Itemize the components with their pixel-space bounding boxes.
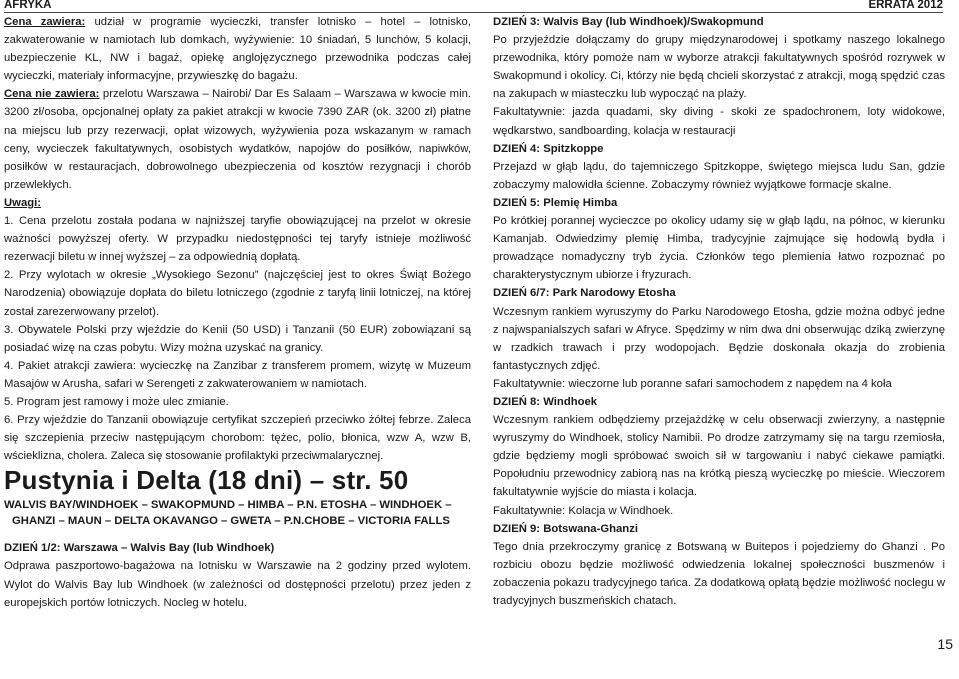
day-4-text: Przejazd w głąb lądu, do tajemniczego Spitzkoppe, świętego miejsca ludu San, gdzie zobaczymy malowidła ścienne. Zobaczymy również wyjątkowe formacje skalne.	[493, 160, 945, 191]
day-1-2-title: DZIEŃ 1/2: Warszawa – Walvis Bay (lub Windhoek)	[4, 542, 275, 555]
day-6-7-optional: Fakultatywnie: wieczorne lub poranne safari samochodem z napędem na 4 koła	[493, 377, 892, 390]
section-title: AFRYKA	[4, 0, 52, 11]
price-includes-label: Cena zawiera:	[4, 16, 86, 28]
price-includes-text: udział w programie wycieczki, transfer lotnisko – hotel – lotnisko, zakwaterowanie w namiotach lub domkach, wyżywienie: 10 śniadań, 5 lunchów, 5 kolacji, ubezpieczenie KL, NW i bagaż, opiekę anglojęzycznego przewodnika podczas całej wycieczki, materiały informacyjne, przywieszkę do bagażu.	[4, 16, 471, 83]
right-column	[493, 13, 945, 610]
note-5: 5. Program jest ramowy i może ulec zmianie.	[4, 395, 229, 408]
day-1-2-text: Odprawa paszportowo-bagażowa na lotnisku w Warszawie na 2 godziny przed wylotem. Wylot do Walvis Bay lub Windhoek (w zależności od dostępności przelotu) przez jeden z europejskich portów lotniczych. Nocleg w hotelu.	[4, 560, 471, 609]
day-3-optional: Fakultatywnie: jazda quadami, sky diving - skoki ze spadochronem, loty widokowe, wędkarstwo, sandboarding, kolacja w restauracji	[493, 106, 945, 137]
note-6: 6. Przy wjeździe do Tanzanii obowiązuje certyfikat szczepień przeciwko żółtej febrze. Zaleca się szczepienia przeciw następującym chorobom: tężec, polio, błonica, wzw A, wzw B, wścieklizna, cholera. Zaleca się stosowanie profilaktyki przeciwmalarycznej.	[4, 414, 471, 463]
note-2: 2. Przy wylotach w okresie „Wysokiego Sezonu” (najczęściej jest to okres Świąt Bożego Narodzenia) obowiązuje dopłata do biletu lotniczego (zgodnie z taryfą linii lotniczej, na której został zarezerwowany przelot).	[4, 269, 471, 318]
note-3: 3. Obywatele Polski przy wjeździe do Kenii (50 USD) i Tanzanii (50 EUR) zobowiązani są posiadać wizę na czas pobytu. Wizy można uzyskać na granicy.	[4, 323, 471, 354]
note-4: 4. Pakiet atrakcji zawiera: wycieczkę na Zanzibar z transferem promem, wizytę w Muzeum Masajów w Arusha, safari w Serengeti z zakwaterowaniem w namiotach.	[4, 359, 471, 390]
page-header	[0, 0, 959, 14]
route-line-2: GHANZI – MAUN – DELTA OKAVANGO – GWETA – P.N.CHOBE – VICTORIA FALLS	[12, 515, 450, 528]
price-excludes	[4, 85, 471, 194]
day-9-title: DZIEŃ 9: Botswana-Ghanzi	[493, 522, 638, 535]
errata-label: ERRATA 2012	[868, 0, 943, 11]
price-includes	[4, 13, 471, 85]
note-1: 1. Cena przelotu została podana w najniższej taryfie obowiązującej na przelot w okresie ważności powyższej oferty. W przypadku niedostępności tej taryfy istnieje możliwość rezerwacji biletu w innej wyższej – za odpowiednią dopłatą.	[4, 215, 471, 264]
tour-route	[4, 497, 471, 529]
price-excludes-text: przelotu Warszawa – Nairobi/ Dar Es Salaam – Warszawa w kwocie min. 3200 zł/osoba, opcjonalnej opłaty za pakiet atrakcji w kwocie 7390 ZAR (ok. 3200 zł) płatne na miejscu lub przy rezerwacji, opłat wizowych, wyżywienia poza wskazanym w ramach ceny, wycieczek fakultatywnych, osobistych wydatków, napojów do posiłków, napiwków, posiłków w restauracjach, dobrowolnego ubezpieczenia od kosztów rezygnacji i chorób przewlekłych.	[4, 88, 471, 191]
day-9-text: Tego dnia przekroczymy granicę z Botswaną w Buitepos i pojedziemy do Ghanzi . Po rozbiciu obozu będzie możliwość odwiedzenia lokalnej społeczności buszmenów i zobaczenia pokazu tradycyjnego tańca. Za dodatkową opłatą będzie możliwość noclegu w tradycyjnych buszmeńskich chatach.	[493, 540, 945, 607]
day-8-title: DZIEŃ 8: Windhoek	[493, 395, 598, 408]
day-3-text: Po przyjeździe dołączamy do grupy międzynarodowej i spotkamy naszego lokalnego przewodnika, który pomoże nam w wyborze atrakcji fakultatywnych spośród rozrywek w Swakopmund i okolicy. Ci, którzy nie będą chcieli skorzystać z atrakcji, mogą spędzić czas na zakupach w miasteczku lub wypocząć na plaży.	[493, 34, 945, 101]
left-column	[4, 13, 471, 612]
route-line-1: WALVIS BAY/WINDHOEK – SWAKOPMUND – HIMBA – P.N. ETOSHA – WINDHOEK –	[4, 499, 452, 512]
day-5-title: DZIEŃ 5: Plemię Himba	[493, 196, 618, 209]
day-6-7-title: DZIEŃ 6/7: Park Narodowy Etosha	[493, 287, 676, 300]
day-5-text: Po krótkiej porannej wycieczce po okolicy udamy się w głąb lądu, na północ, w kierunku Kamanjab. Odwiedzimy plemię Himba, tradycyjnie zajmujące się hodowlą bydła i prowadzące nomadyczny tryb życia. Członków tego plemienia łatwo rozpoznać po charakterystycznym ubiorze i fryzurach.	[493, 215, 945, 282]
day-8-optional: Fakultatywnie: Kolacja w Windhoek.	[493, 504, 674, 517]
day-3-title: DZIEŃ 3: Walvis Bay (lub Windhoek)/Swakopmund	[493, 16, 764, 28]
day-6-7-text: Wczesnym rankiem wyruszymy do Parku Narodowego Etosha, gdzie można odbyć jedne z najwspanialszych safari w Afryce. Spędzimy w nim dwa dni obserwując dziką zwierzynę w rzadkich trawach i przy wodopojach. Będzie doskonała okazja do zrobienia fantastycznych zdjęć.	[493, 305, 945, 372]
price-excludes-label: Cena nie zawiera:	[4, 88, 100, 101]
tour-title: Pustynia i Delta (18 dni) – str. 50	[4, 465, 409, 496]
day-4-title: DZIEŃ 4: Spitzkoppe	[493, 142, 604, 155]
page-number: 15	[937, 636, 953, 652]
day-8-text: Wczesnym rankiem odbędziemy przejażdżkę w celu obserwacji zwierzyny, a następnie wyruszymy do Windhoek, stolicy Namibii. Po drodze zatrzymamy się na targu rzemiosła, gdzie będziemy mogli spróbować swoich sił w targowaniu i nabyć ciekawe pamiątki. Popołudniu przewodnicy zabiorą nas na krótką pieszą wycieczkę po mieście. Wieczorem fakultatywnie wyjście do miasta i kolacja.	[493, 414, 945, 499]
notes-label: Uwagi:	[4, 196, 42, 209]
